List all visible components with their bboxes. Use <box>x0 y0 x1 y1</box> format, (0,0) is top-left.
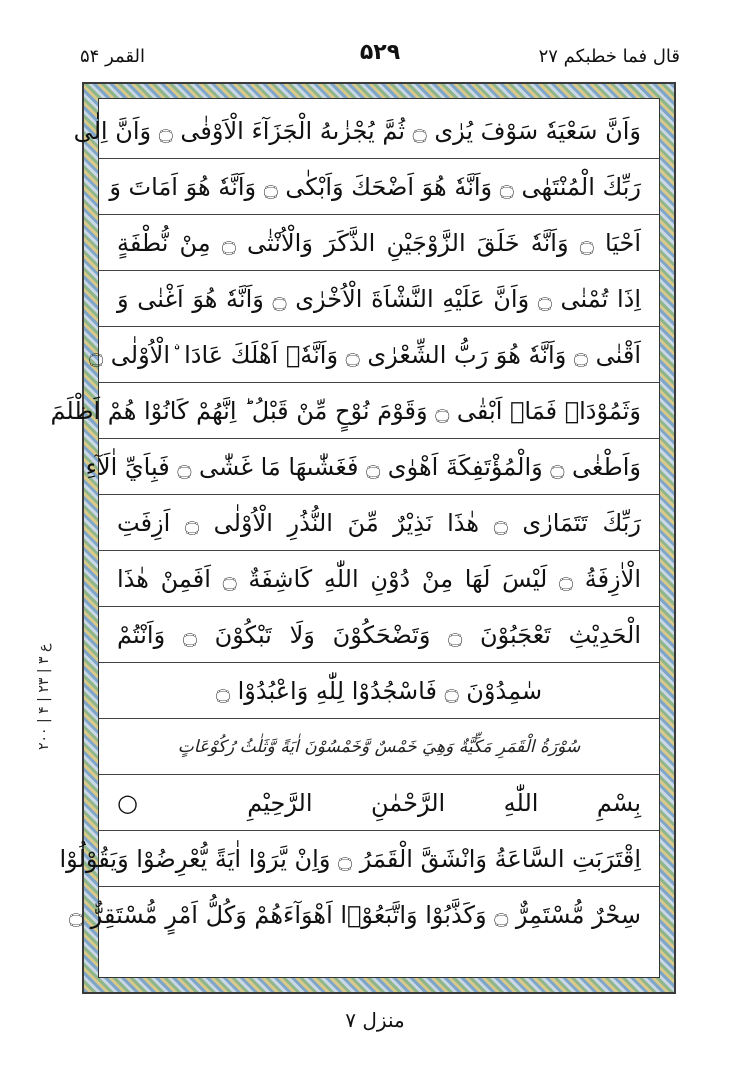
surah-title-banner <box>99 719 659 775</box>
bismillah-line: بِسْمِ اللّٰهِ الرَّحْمٰنِ الرَّحِيْمِ ○ <box>99 775 659 831</box>
verse-line: وَاَنَّ سَعْيَهٗ سَوْفَ يُرٰى ۝ ثُمَّ يُجْزٰىهُ الْجَزَآءَ الْاَوْفٰى ۝ وَاَنَّ اِلٰى <box>99 103 659 159</box>
ornamental-border <box>50 82 676 994</box>
text-panel <box>50 98 660 978</box>
verse-line: وَثَمُوْدَاۡ فَمَاۤ اَبْقٰى ۝ وَقَوْمَ نُوْحٍ مِّنْ قَبْلُ ؕ اِنَّهُمْ كَانُوْا هُمْ اَظْلَمَ <box>99 383 659 439</box>
ruku-marker: ع ۳ | ۲۳ | ۴ | ۲۰۰ <box>36 643 52 751</box>
page-header <box>80 38 680 78</box>
verse-line: اِذَا تُمْنٰى ۝ وَاَنَّ عَلَيْهِ النَّشْاَةَ الْاُخْرٰى ۝ وَاَنَّهٗ هُوَ اَغْنٰى وَ <box>99 271 659 327</box>
juz-name: قال فما خطبکم ۲۷ <box>538 46 680 67</box>
verse-line: وَاَطْغٰى ۝ وَالْمُؤْتَفِكَةَ اَهْوٰى ۝ فَغَشّٰىهَا مَا غَشّٰى ۝ فَبِاَيِّ اٰلَآءِ <box>99 439 659 495</box>
verses-block <box>50 103 659 943</box>
verse-line: رَبِّكَ تَتَمَارٰى ۝ هٰذَا نَذِيْرٌ مِّنَ النُّذُرِ الْاُوْلٰى ۝ اَزِفَتِ <box>99 495 659 551</box>
verse-line: اِقْتَرَبَتِ السَّاعَةُ وَانْشَقَّ الْقَمَرُ ۝ وَاِنْ يَّرَوْا اٰيَةً يُّعْرِضُوْا وَيَقُوْلُوْا <box>99 831 659 887</box>
surah-title-calligraphy: سُوْرَةُ الْقَمَرِ مَكِّيَّةٌ وَهِيَ خَمْسٌ وَّخَمْسُوْنَ اٰيَةً وَّثَلٰثُ رُكُوْعَاتٍ <box>177 736 581 757</box>
verse-line: سِحْرٌ مُّسْتَمِرٌّ ۝ وَكَذَّبُوْا وَاتَّبَعُوْۤا اَهْوَآءَهُمْ وَكُلُّ اَمْرٍ مُّسْتَقِرٌّ ۝ <box>69 901 641 929</box>
page-number: ۵۲۹ <box>359 40 401 65</box>
verse-line: الْحَدِيْثِ تَعْجَبُوْنَ ۝ وَتَضْحَكُوْنَ وَلَا تَبْكُوْنَ ۝ وَاَنْتُمْ <box>99 607 659 663</box>
manzil-footer: منزل ۷ <box>345 1008 405 1032</box>
surah-name: القمر ۵۴ <box>80 46 145 67</box>
verse-line: سٰمِدُوْنَ ۝ فَاسْجُدُوْا لِلّٰهِ وَاعْبُدُوْا ۝ <box>99 663 659 719</box>
verse-line: الْاٰزِفَةُ ۝ لَيْسَ لَهَا مِنْ دُوْنِ اللّٰهِ كَاشِفَةٌ ۝ اَفَمِنْ هٰذَا <box>99 551 659 607</box>
verse-line: رَبِّكَ الْمُنْتَهٰى ۝ وَاَنَّهٗ هُوَ اَضْحَكَ وَاَبْكٰى ۝ وَاَنَّهٗ هُوَ اَمَاتَ وَ <box>99 159 659 215</box>
verse-line: اَقْنٰى ۝ وَاَنَّهٗ هُوَ رَبُّ الشِّعْرٰى ۝ وَاَنَّهٗۤ اَهْلَكَ عَادَا ۨالْاُوْلٰى ۝ <box>99 327 659 383</box>
verse-line: اَحْيَا ۝ وَاَنَّهٗ خَلَقَ الزَّوْجَيْنِ الذَّكَرَ وَالْاُنْثٰى ۝ مِنْ نُّطْفَةٍ <box>99 215 659 271</box>
